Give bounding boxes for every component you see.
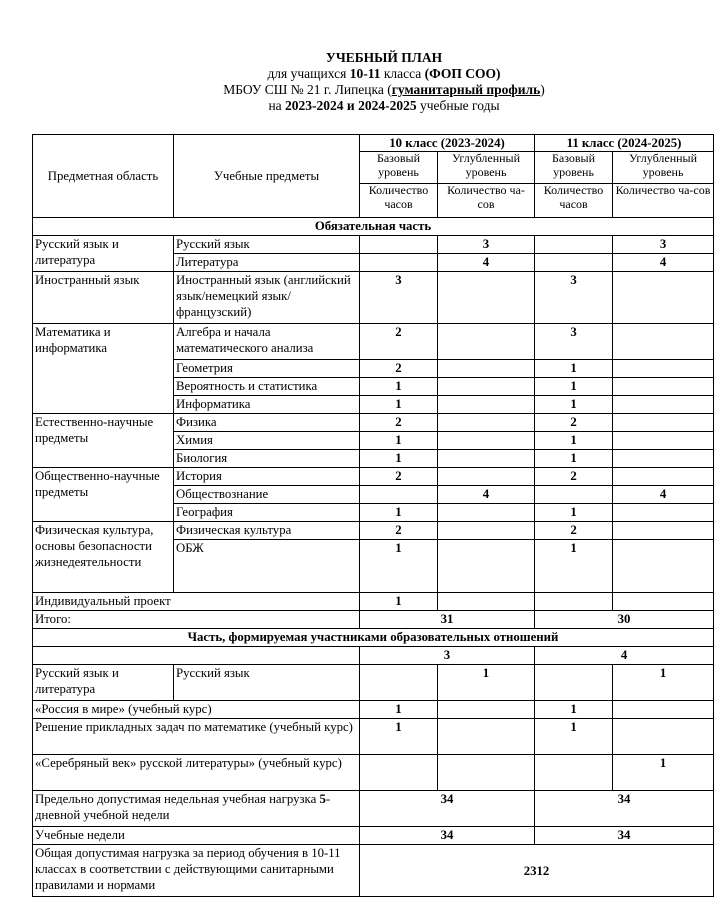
section-mandatory: Обязательная часть bbox=[33, 218, 714, 236]
area-cell: Русский язык и литература bbox=[33, 236, 174, 272]
max-load-days: 5 bbox=[319, 792, 326, 806]
hours-cell: 1 bbox=[535, 701, 613, 719]
header-line-school bbox=[40, 82, 728, 98]
hours-cell bbox=[438, 755, 535, 791]
subject-cell: Вероятность и статистика bbox=[174, 378, 360, 396]
hours-cell bbox=[438, 468, 535, 486]
area-cell: Естественно-научные предметы bbox=[33, 414, 174, 468]
max-load-grade10: 34 bbox=[360, 791, 535, 827]
section-elective: Часть, формируемая участниками образовательных отношений bbox=[33, 629, 714, 647]
hours-cell: 1 bbox=[535, 719, 613, 755]
hours-cell bbox=[360, 236, 438, 254]
hours-cell: 1 bbox=[613, 755, 714, 791]
hours-cell bbox=[360, 665, 438, 701]
hours-cell bbox=[613, 324, 714, 360]
subject-cell: Химия bbox=[174, 432, 360, 450]
overall-load-value: 2312 bbox=[360, 845, 714, 897]
hours-cell bbox=[438, 396, 535, 414]
hours-cell bbox=[438, 504, 535, 522]
subject-cell: Физическая культура bbox=[174, 522, 360, 540]
hours-cell: 2 bbox=[535, 468, 613, 486]
hours-cell: 1 bbox=[360, 593, 438, 611]
subject-cell: Информатика bbox=[174, 396, 360, 414]
hours-cell bbox=[613, 522, 714, 540]
hours-cell bbox=[535, 593, 613, 611]
document-title: УЧЕБНЫЙ ПЛАН bbox=[325, 50, 443, 65]
hours-cell: 4 bbox=[613, 486, 714, 504]
hours-cell bbox=[360, 486, 438, 504]
header-text: для учащихся bbox=[267, 66, 350, 81]
hours-cell: 4 bbox=[438, 254, 535, 272]
subject-cell: Иностранный язык (английский язык/немецкий язык/ французский) bbox=[174, 272, 360, 324]
hours-cell: 2 bbox=[535, 522, 613, 540]
area-cell: Русский язык и литература bbox=[33, 665, 174, 701]
hours-cell bbox=[360, 755, 438, 791]
hours-cell bbox=[613, 360, 714, 378]
part2-blank bbox=[33, 647, 360, 665]
hours-cell: 1 bbox=[613, 665, 714, 701]
hours-cell: 2 bbox=[360, 414, 438, 432]
weeks-grade10: 34 bbox=[360, 827, 535, 845]
subject-cell: Литература bbox=[174, 254, 360, 272]
subject-cell: История bbox=[174, 468, 360, 486]
hours-cell bbox=[613, 719, 714, 755]
hours-cell bbox=[438, 414, 535, 432]
weeks-grade11: 34 bbox=[535, 827, 714, 845]
area-cell: Общественно-научные предметы bbox=[33, 468, 174, 522]
hours-cell bbox=[613, 414, 714, 432]
subject-cell: Русский язык bbox=[174, 665, 360, 701]
hours-cell bbox=[438, 719, 535, 755]
hours-cell: 4 bbox=[613, 254, 714, 272]
hours-cell: 2 bbox=[535, 414, 613, 432]
header-text: ) bbox=[540, 82, 545, 97]
part2-total-grade10: 3 bbox=[360, 647, 535, 665]
hours-cell: 2 bbox=[360, 360, 438, 378]
hours-cell: 1 bbox=[438, 665, 535, 701]
col-header-grade10: 10 класс (2023-2024) bbox=[360, 135, 535, 152]
hours-cell: 1 bbox=[360, 432, 438, 450]
document-header bbox=[0, 50, 728, 114]
hours-cell: 1 bbox=[535, 540, 613, 593]
hours-cell bbox=[535, 665, 613, 701]
header-line-grades bbox=[40, 66, 728, 82]
overall-load-label: Общая допустимая нагрузка за период обучения в 10-11 классах в соответствии с действующими санитарными правилами и нормами bbox=[33, 845, 360, 897]
hours-cell bbox=[613, 378, 714, 396]
hours-cell: 1 bbox=[360, 378, 438, 396]
individual-project-label: Индивидуальный проект bbox=[33, 593, 360, 611]
hours-cell bbox=[438, 593, 535, 611]
hours-cell bbox=[535, 486, 613, 504]
subject-cell: География bbox=[174, 504, 360, 522]
header-line-years bbox=[40, 98, 728, 114]
subject-cell: ОБЖ bbox=[174, 540, 360, 593]
hours-cell bbox=[535, 254, 613, 272]
hours-cell bbox=[438, 701, 535, 719]
hours-cell bbox=[438, 360, 535, 378]
max-load-grade11: 34 bbox=[535, 791, 714, 827]
hours-cell: 1 bbox=[360, 450, 438, 468]
hours-cell: 2 bbox=[360, 324, 438, 360]
hours-cell bbox=[613, 504, 714, 522]
header-fop: (ФОП СОО) bbox=[424, 66, 501, 81]
hours-cell: 1 bbox=[535, 432, 613, 450]
hours-cell bbox=[438, 432, 535, 450]
hours-cell bbox=[613, 540, 714, 593]
hours-cell: 1 bbox=[535, 378, 613, 396]
col-header-area: Предметная область bbox=[33, 135, 174, 218]
hours-cell: 1 bbox=[535, 450, 613, 468]
hours-cell bbox=[535, 755, 613, 791]
col-header-hours-basic-11: Количество часов bbox=[535, 184, 613, 218]
header-text: учебные годы bbox=[416, 98, 500, 113]
hours-cell: 1 bbox=[360, 719, 438, 755]
hours-cell: 1 bbox=[360, 540, 438, 593]
hours-cell bbox=[535, 236, 613, 254]
hours-cell bbox=[613, 468, 714, 486]
col-header-grade11: 11 класс (2024-2025) bbox=[535, 135, 714, 152]
hours-cell bbox=[438, 378, 535, 396]
hours-cell bbox=[438, 324, 535, 360]
col-header-advanced-11: Углубленный уровень bbox=[613, 152, 714, 184]
header-years: 2023-2024 и 2024-2025 bbox=[285, 98, 417, 113]
subject-cell: Физика bbox=[174, 414, 360, 432]
col-header-subject: Учебные предметы bbox=[174, 135, 360, 218]
hours-cell bbox=[438, 522, 535, 540]
col-header-basic-11: Базовый уровень bbox=[535, 152, 613, 184]
hours-cell: 2 bbox=[360, 468, 438, 486]
hours-cell: 2 bbox=[360, 522, 438, 540]
hours-cell: 1 bbox=[535, 360, 613, 378]
subject-cell: Геометрия bbox=[174, 360, 360, 378]
hours-cell bbox=[438, 272, 535, 324]
header-profile: гуманитарный профиль bbox=[391, 82, 541, 97]
hours-cell: 1 bbox=[360, 504, 438, 522]
hours-cell: 3 bbox=[535, 272, 613, 324]
hours-cell: 1 bbox=[535, 504, 613, 522]
subject-cell: Биология bbox=[174, 450, 360, 468]
col-header-hours-adv-10: Количество ча-сов bbox=[438, 184, 535, 218]
subject-cell: Обществознание bbox=[174, 486, 360, 504]
col-header-advanced-10: Углубленный уровень bbox=[438, 152, 535, 184]
hours-cell bbox=[613, 396, 714, 414]
max-load-text: Предельно допустимая недельная учебная нагрузка bbox=[35, 792, 320, 806]
col-header-hours-adv-11: Количество ча-сов bbox=[613, 184, 714, 218]
hours-cell bbox=[438, 540, 535, 593]
max-load-text: -дневной учебной недели bbox=[35, 792, 331, 822]
hours-cell: 1 bbox=[360, 701, 438, 719]
part2-total-grade11: 4 bbox=[535, 647, 714, 665]
total-grade11: 30 bbox=[535, 611, 714, 629]
hours-cell: 3 bbox=[613, 236, 714, 254]
hours-cell: 1 bbox=[535, 396, 613, 414]
curriculum-table bbox=[32, 134, 714, 897]
course-silver-label: «Серебряный век» русской литературы» (учебный курс) bbox=[33, 755, 360, 791]
area-cell: Иностранный язык bbox=[33, 272, 174, 324]
hours-cell bbox=[613, 450, 714, 468]
area-cell: Математика и информатика bbox=[33, 324, 174, 414]
col-header-basic-10: Базовый уровень bbox=[360, 152, 438, 184]
hours-cell bbox=[613, 593, 714, 611]
hours-cell: 3 bbox=[360, 272, 438, 324]
course-math-label: Решение прикладных задач по математике (учебный курс) bbox=[33, 719, 360, 755]
hours-cell: 1 bbox=[360, 396, 438, 414]
weeks-label: Учебные недели bbox=[33, 827, 360, 845]
subject-cell: Алгебра и начала математического анализа bbox=[174, 324, 360, 360]
max-load-label bbox=[33, 791, 360, 827]
hours-cell: 4 bbox=[438, 486, 535, 504]
hours-cell bbox=[613, 701, 714, 719]
hours-cell bbox=[438, 450, 535, 468]
area-cell: Физическая культура, основы безопасности жизнедеятельности bbox=[33, 522, 174, 593]
hours-cell bbox=[613, 272, 714, 324]
total-grade10: 31 bbox=[360, 611, 535, 629]
hours-cell bbox=[613, 432, 714, 450]
header-text: МБОУ СШ № 21 г. Липецка ( bbox=[223, 82, 392, 97]
header-grades: 10-11 bbox=[349, 66, 381, 81]
total-label: Итого: bbox=[33, 611, 360, 629]
header-text: класса bbox=[380, 66, 425, 81]
hours-cell: 3 bbox=[535, 324, 613, 360]
hours-cell: 3 bbox=[438, 236, 535, 254]
subject-cell: Русский язык bbox=[174, 236, 360, 254]
header-text: на bbox=[268, 98, 286, 113]
col-header-hours-basic-10: Количество часов bbox=[360, 184, 438, 218]
hours-cell bbox=[360, 254, 438, 272]
course-russia-label: «Россия в мире» (учебный курс) bbox=[33, 701, 360, 719]
